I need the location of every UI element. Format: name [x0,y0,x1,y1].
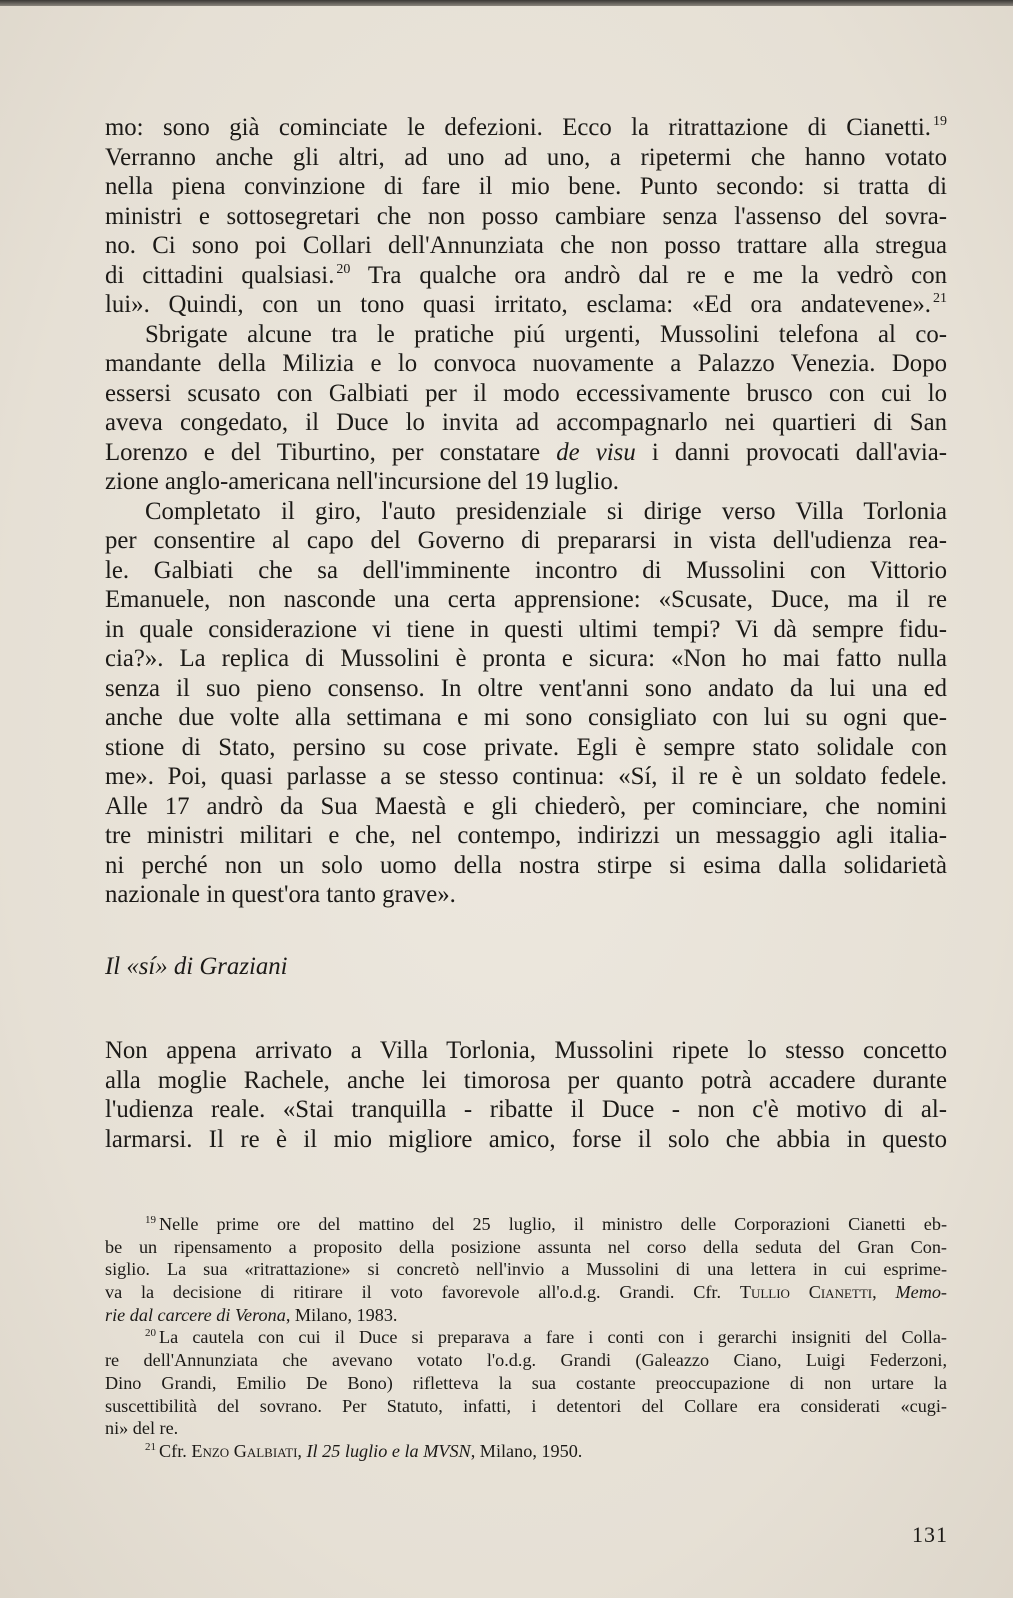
text-line: l'udienza reale. «Stai tranquilla - ribatte il Duce - non c'è motivo di al- [105,1096,947,1123]
section-heading: Il «sí» di Graziani [105,953,288,980]
text-line: nella piena convinzione di fare il mio bene. Punto secondo: si tratta di [105,173,947,200]
footnote-ref[interactable]: 21 [933,291,947,306]
text-line: anche due volte alla settimana e mi sono consigliato con lui su ogni que- [105,704,947,731]
text-line: Alle 17 andrò da Sua Maestà e gli chiederò, per cominciare, che nomini [105,792,947,820]
footnote-number: 21 [145,1440,156,1453]
text-line: senza il suo pieno consenso. In oltre vent'anni sono andato da lui una ed [105,674,947,702]
footnote-title: rie dal carcere di Verona [105,1304,286,1325]
footnote-line: re dell'Annunziata che avevano votato l'o.d.g. Grandi (Galeazzo Ciano, Luigi Federzoni, [105,1350,947,1371]
text-line: ni perché non un solo uomo della nostra stirpe si esima dalla solidarietà [105,851,947,879]
footnote-21: $^{21}$ Cfr. Enzo Galbiati, Il 25 luglio e la MVSN, Milano, 1950. [145,1440,583,1461]
text-line: tre ministri militari e che, nel contempo, indirizzi un messaggio agli italia- [105,822,947,849]
text-line: ministri e sottosegretari che non posso cambiare senza l'assenso del sovra- [105,202,947,230]
text-line: Emanuele, non nasconde una certa apprensione: «Scusate, Duce, ma il re [105,586,947,613]
text-line: di cittadini qualsiasi. $^{20}$ Tra qualche ora andrò dal re e me la vedrò con [105,261,947,289]
footnote-line: suscettibilità del sovrano. Per Statuto, infatti, i detentori del Collare era considerati «cugi- [105,1395,947,1416]
footnote-author: Enzo Galbiati [191,1440,298,1461]
text-line: Verranno anche gli altri, ad uno ad uno, a ripetermi che hanno votato [105,143,947,171]
text-line: cia?». La replica di Mussolini è pronta e sicura: «Non ho mai fatto nulla [105,645,947,672]
footnotes [105,1213,947,1463]
text-line: aveva congedato, il Duce lo invita ad accompagnarlo nei quartieri di San [105,409,947,436]
text-line: no. Ci sono poi Collari dell'Annunziata che non posso trattare alla stregua [105,232,947,259]
text-line: essersi scusato con Galbiati per il modo eccessivamente brusco con cui lo [105,379,947,407]
page-number: 131 [912,1522,948,1547]
section-body [105,1036,947,1154]
text-line: Sbrigate alcune tra le pratiche piú urgenti, Mussolini telefona al co- [145,320,947,348]
scan-top-edge [0,0,1013,6]
text-line: in quale considerazione vi tiene in questi ultimi tempi? Vi dà sempre fidu- [105,615,947,643]
footnote-line: ni» del re. [105,1418,179,1439]
text-line: mo: sono già cominciate le defezioni. Ecco la ritrattazione di Cianetti. $^{19}$ [105,114,947,141]
text-line: Lorenzo e del Tiburtino, per constatare de visu i danni provocati dall'avia- [105,438,947,466]
footnote-20: $^{20}$ La cautela con cui il Duce si preparava a fare i conti con i gerarchi insigniti del Colla- [145,1327,947,1348]
footnote-line: Dino Grandi, Emilio De Bono) rifletteva la sua costante preoccupazione di non urtare la [105,1372,947,1393]
text-line: per consentire al capo del Governo di prepararsi in vista dell'udienza rea- [105,527,947,554]
footnote-title: Memo- [895,1282,947,1303]
footnote-ref[interactable]: 19 [933,114,947,129]
text-line: Completato il giro, l'auto presidenziale si dirige verso Villa Torlonia [145,497,947,525]
text-line: nazionale in quest'ora tanto grave». [105,881,456,908]
text-line: zione anglo-americana nell'incursione del 19 luglio. [105,468,620,495]
footnote-number: 20 [145,1327,156,1340]
text-line: larmarsi. Il re è il mio migliore amico, forse il solo che abbia in questo [105,1125,947,1153]
text-line: le. Galbiati che sa dell'imminente incontro di Mussolini con Vittorio [105,556,947,584]
text-line: lui». Quindi, con un tono quasi irritato, esclama: «Ed ora andatevene». $^{21}$ [105,291,947,318]
footnote-line: rie dal carcere di Verona, Milano, 1983. [105,1304,398,1325]
footnote-line: siglio. La sua «ritrattazione» si concretò nell'invio a Mussolini di una lettera in cui esprime- [105,1259,947,1280]
footnote-line: va la decisione di ritirare il voto favorevole all'o.d.g. Grandi. Cfr. Tullio Cianetti, Memo- [105,1282,947,1303]
text-line: alla moglie Rachele, anche lei timorosa per quanto potrà accadere durante [105,1066,947,1094]
footnote-line: be un ripensamento a proposito della posizione assunta nel corso della seduta del Gran Con- [105,1236,947,1257]
footnote-title: Il 25 luglio e la MVSN [306,1440,471,1461]
text-line: stione di Stato, persino su cose private. Egli è sempre stato solidale con [105,733,947,761]
text-line: Non appena arrivato a Villa Torlonia, Mussolini ripete lo stesso concetto [105,1037,947,1064]
footnote-number: 19 [145,1214,156,1226]
footnote-author: Tullio Cianetti [739,1282,873,1303]
text-line: me». Poi, quasi parlasse a se stesso continua: «Sí, il re è un soldato fedele. [105,763,947,790]
italic-phrase: de visu [556,438,636,466]
footnote-ref[interactable]: 20 [336,261,351,277]
body-text [105,113,947,910]
text-line: mandante della Milizia e lo convoca nuovamente a Palazzo Venezia. Dopo [105,350,947,377]
footnote-19: $^{19}$ Nelle prime ore del mattino del 25 luglio, il ministro delle Corporazioni Cianetti eb- [145,1214,947,1234]
